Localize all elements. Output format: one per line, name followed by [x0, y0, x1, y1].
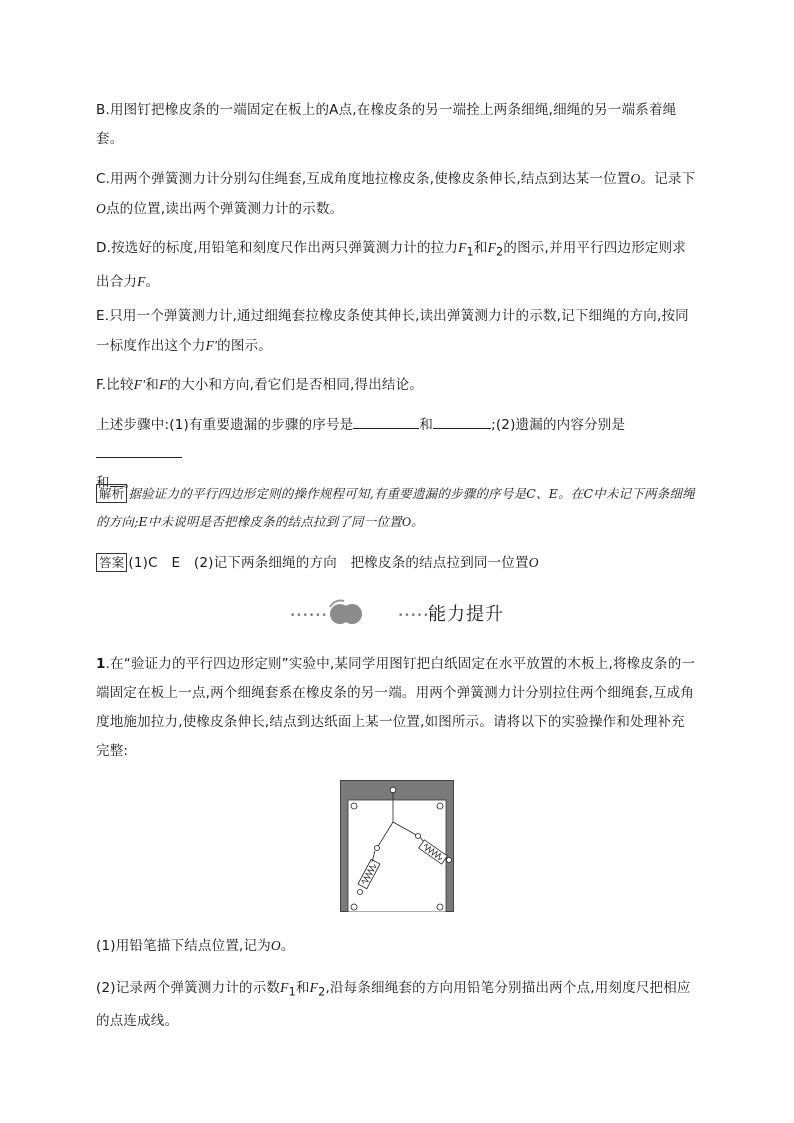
step-b-text: B.用图钉把橡皮条的一端固定在板上的A点,在橡皮条的另一端拴上两条细绳,细绳的另一端系着绳套。 [96, 102, 677, 147]
question-text-2: ;(2)遗漏的内容分别是 [491, 417, 626, 433]
step-c-text-2: 。记录下 [640, 171, 696, 187]
problem-text: .在“验证力的平行四边形定则”实验中,某同学用图钉把白纸固定在水平放置的木板上,将橡皮条的一端固定在板上一点,两个细绳套系在橡皮条的另一端。用两个弹簧测力计分别拉住两个细绳套,互成角度地施加拉力,使橡皮条伸长,结点到达纸面上某一位置,如图所示。请将以下的实验操作和处理补充完整: [96, 656, 696, 759]
sub1-end: 。 [280, 938, 295, 954]
analysis-text: 据验证力的平行四边形定则的操作规程可知,有重要遗漏的步骤的序号是C、E。在C中未记下两条细绳的方向;E中未说明是否把橡皮条的结点拉到了同一位置 [96, 486, 695, 529]
step-e-end: 的图示。 [217, 338, 272, 354]
step-d-f2-sub: 2 [496, 245, 504, 259]
sub2-f1-sub: 1 [288, 985, 296, 999]
step-f-text: F.比较 [96, 377, 134, 393]
step-d-end: 。 [145, 273, 160, 290]
problem-1-sub-1 [96, 931, 698, 961]
section-banner [290, 598, 520, 628]
step-d-text: D.按选好的标度,用铅笔和刻度尺作出两只弹簧测力计的拉力 [96, 240, 459, 256]
step-d-f: F [137, 273, 146, 289]
analysis-point-o: O [401, 515, 412, 529]
problem-1 [96, 650, 698, 766]
sub2-text-2: ,沿每条细绳套的方向用铅笔分别描出两个点,用刻度尺把相应的点连成线。 [96, 980, 691, 1029]
step-d-f2: F [487, 240, 497, 255]
question-and-2: 和 [96, 475, 110, 491]
step-c-text: C.用两个弹簧测力计分别勾住绳套,互成角度地拉橡皮条,使橡皮条伸长,结点到达某一位置 [96, 171, 631, 187]
answer-text: (1)C E (2)记下两条细绳的方向 把橡皮条的结点拉到同一位置 [128, 555, 529, 571]
answer-blank-1[interactable] [353, 414, 419, 429]
step-b [96, 96, 698, 154]
step-f-f: F [158, 377, 168, 392]
section-title: 能力提升 [428, 604, 504, 625]
step-d-f1-sub: 1 [466, 245, 474, 259]
step-f-f-prime: F' [133, 377, 146, 392]
step-c-point-o-2: O [96, 201, 106, 216]
problem-1-sub-2 [96, 973, 698, 1036]
question-text-1: 上述步骤中:(1)有重要遗漏的步骤的序号是 [96, 417, 354, 433]
step-d-text-2: 的图示,并用平行四边形定则求出合力 [96, 240, 686, 290]
step-c [96, 164, 698, 224]
step-f [96, 370, 698, 400]
experiment-figure [340, 780, 454, 912]
step-d [96, 233, 698, 297]
sub2-f1: F [280, 980, 289, 995]
step-d-and: 和 [473, 240, 488, 256]
banner-dots-left: •••••• [290, 611, 328, 621]
sub2-text: (2)记录两个弹簧测力计的示数 [96, 980, 281, 996]
step-d-f1: F [458, 240, 467, 255]
banner-dots-right: •••••• [398, 611, 436, 621]
step-c-text-3: 点的位置,读出两个弹簧测力计的示数。 [105, 201, 344, 217]
answer-point-o: O [528, 555, 539, 570]
sub1-point-o: O [270, 938, 281, 953]
problem-number: 1 [96, 656, 106, 672]
sub2-and: 和 [295, 980, 310, 996]
answer-tag: 答案 [96, 553, 127, 572]
question-end: 。 [123, 475, 138, 491]
question-and: 和 [419, 417, 434, 433]
answer-blank-3[interactable] [96, 443, 182, 458]
step-e-text: E.只用一个弹簧测力计,通过细绳套拉橡皮条使其伸长,读出弹簧测力计的示数,记下细绳的方向,按同一标度作出这个力 [96, 308, 689, 354]
sub1-text: (1)用铅笔描下结点位置,记为 [96, 938, 271, 954]
sub2-f2: F [309, 980, 319, 995]
step-e-f-prime: F' [205, 338, 218, 353]
analysis-tag: 解析 [96, 484, 127, 503]
answer [96, 548, 698, 578]
sub2-f2-sub: 2 [318, 985, 326, 999]
step-c-point-o: O [630, 171, 641, 186]
analysis [96, 480, 698, 536]
banner-circles-icon [324, 598, 366, 626]
step-f-text-2: 的大小和方向,看它们是否相同,得出结论。 [167, 377, 423, 393]
analysis-end: 。 [411, 514, 424, 529]
step-f-and: 和 [145, 377, 159, 393]
step-e [96, 302, 698, 361]
answer-blank-2[interactable] [433, 414, 491, 429]
